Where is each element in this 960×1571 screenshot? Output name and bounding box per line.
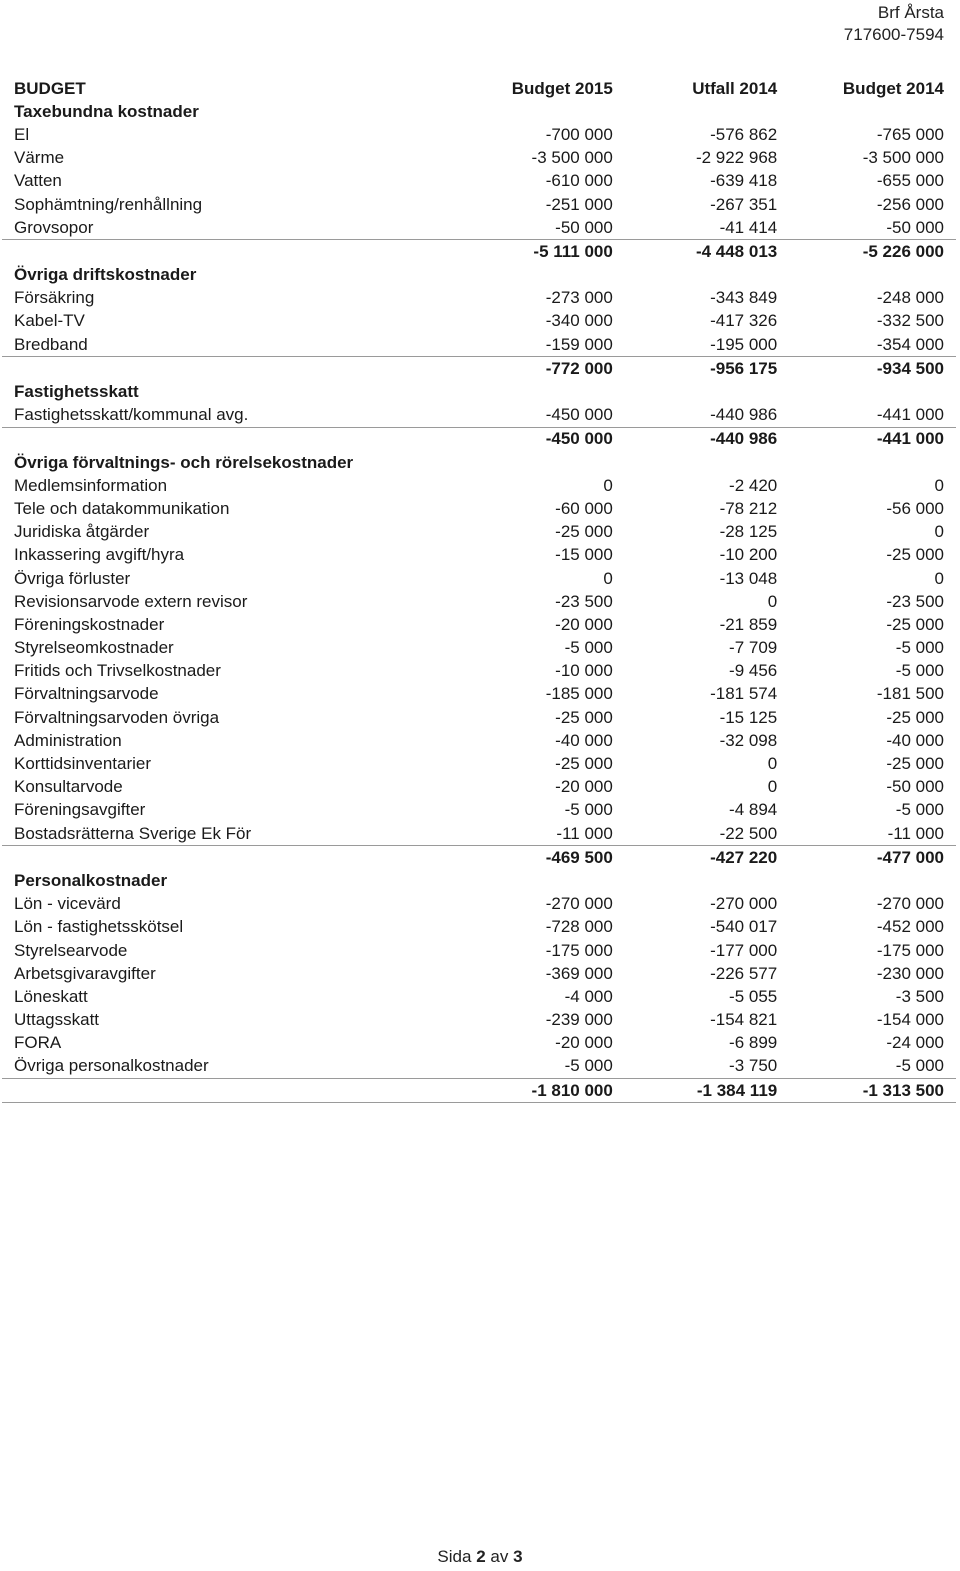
cell-budget-2015: -175 000 — [545, 940, 613, 960]
cell-budget-2015: -340 000 — [545, 311, 613, 331]
cell-budget-2014: -50 000 — [777, 216, 956, 240]
empty-cell — [2, 846, 422, 870]
cell-budget-2015: -728 000 — [545, 917, 613, 937]
cell-budget-2015: -10 000 — [555, 661, 613, 681]
table-header-row — [2, 77, 956, 100]
cell-utfall-2014: -181 574 — [710, 684, 778, 704]
cell-utfall-2014: -78 212 — [719, 498, 778, 518]
row-label: Kabel-TV — [14, 311, 85, 331]
empty-cell — [422, 451, 613, 474]
cell-utfall-2014: 0 — [767, 777, 778, 797]
section-total-row — [2, 846, 956, 870]
cell-budget-2015: -3 500 000 — [531, 148, 613, 168]
empty-cell — [777, 869, 956, 892]
row-label: Tele och datakommunikation — [14, 498, 230, 518]
row-label: Uttagsskatt — [14, 1010, 100, 1030]
cell-budget-2014: -175 000 — [876, 940, 944, 960]
cell-budget-2014: -154 000 — [876, 1010, 944, 1030]
row-label: Löneskatt — [14, 986, 88, 1006]
cell-budget-2014: 0 — [934, 475, 944, 495]
row-label: Arbetsgivaravgifter — [14, 963, 156, 983]
row-label: Föreningsavgifter — [14, 800, 146, 820]
cell-utfall-2014: -154 821 — [710, 1010, 778, 1030]
cell-utfall-2014: -440 986 — [613, 404, 777, 428]
cell-budget-2015: 0 — [603, 568, 613, 588]
total-utfall-2014: -956 175 — [710, 358, 778, 378]
cell-budget-2014: -56 000 — [886, 498, 944, 518]
empty-cell — [777, 100, 956, 123]
cell-budget-2014: -248 000 — [876, 288, 944, 308]
cell-budget-2014: -354 000 — [777, 333, 956, 357]
section-total-row — [2, 1079, 956, 1103]
cell-budget-2014: -765 000 — [876, 124, 944, 144]
cell-budget-2015: -700 000 — [545, 124, 613, 144]
cell-budget-2015: -369 000 — [545, 963, 613, 983]
cell-budget-2015: -15 000 — [555, 545, 613, 565]
row-label: Övriga personalkostnader — [2, 1055, 422, 1079]
cell-budget-2014: -25 000 — [886, 614, 944, 634]
section-total-row — [2, 357, 956, 381]
cell-budget-2015: -610 000 — [545, 171, 613, 191]
cell-budget-2015: -270 000 — [545, 894, 613, 914]
row-label: Försäkring — [14, 288, 95, 308]
cell-budget-2015: -20 000 — [555, 1033, 613, 1053]
cell-utfall-2014: -10 200 — [719, 545, 778, 565]
empty-cell — [422, 264, 613, 287]
row-label: Administration — [14, 730, 122, 750]
table-row — [2, 799, 956, 822]
cell-utfall-2014: -576 862 — [710, 124, 778, 144]
row-label: Korttidsinventarier — [14, 754, 152, 774]
cell-budget-2014: -5 000 — [895, 638, 944, 658]
section-title: Fastighetsskatt — [14, 382, 139, 402]
cell-budget-2015: -185 000 — [545, 684, 613, 704]
table-row — [2, 1055, 956, 1079]
row-label: Bostadsrätterna Sverige Ek För — [2, 822, 422, 846]
table-row — [2, 287, 956, 310]
cell-budget-2015: -5 000 — [564, 800, 613, 820]
table-row — [2, 637, 956, 660]
org-number: 717600-7594 — [843, 25, 944, 44]
cell-budget-2014: -5 000 — [895, 800, 944, 820]
table-row — [2, 404, 956, 428]
cell-budget-2014: -230 000 — [876, 963, 944, 983]
org-name: Brf Årsta — [877, 3, 944, 22]
table-row — [2, 962, 956, 985]
empty-cell — [777, 451, 956, 474]
total-budget-2015: -450 000 — [545, 429, 613, 449]
table-row — [2, 1032, 956, 1055]
cell-utfall-2014: -13 048 — [719, 568, 778, 588]
cell-budget-2015: -40 000 — [555, 730, 613, 750]
row-label: Fritids och Trivselkostnader — [14, 661, 221, 681]
document-header — [844, 2, 944, 46]
cell-budget-2015: -25 000 — [555, 707, 613, 727]
budget-table-body — [2, 77, 956, 1103]
table-row — [2, 660, 956, 683]
empty-cell — [613, 100, 777, 123]
section-total-row — [2, 240, 956, 264]
cell-utfall-2014: -639 418 — [710, 171, 778, 191]
section-title: Övriga driftskostnader — [14, 265, 197, 285]
section-header-row — [2, 264, 956, 287]
row-label: Förvaltningsarvode — [14, 684, 159, 704]
cell-utfall-2014: -7 709 — [729, 638, 778, 658]
column-header-budget-2015: Budget 2015 — [511, 78, 613, 98]
total-budget-2014: -441 000 — [876, 429, 944, 449]
cell-budget-2014: -25 000 — [886, 754, 944, 774]
empty-cell — [422, 380, 613, 403]
section-header-row — [2, 451, 956, 474]
cell-budget-2015: -11 000 — [422, 822, 613, 846]
cell-budget-2015: 0 — [603, 475, 613, 495]
cell-budget-2014: -25 000 — [886, 545, 944, 565]
cell-budget-2014: -25 000 — [886, 707, 944, 727]
row-label: Styrelseomkostnader — [14, 638, 174, 658]
cell-utfall-2014: -32 098 — [719, 730, 778, 750]
empty-cell — [2, 1079, 422, 1103]
total-utfall-2014: -427 220 — [710, 847, 778, 867]
total-budget-2015: -469 500 — [545, 847, 613, 867]
cell-budget-2014: 0 — [934, 522, 944, 542]
row-label: Styrelsearvode — [14, 940, 128, 960]
section-title: Övriga förvaltnings- och rörelsekostnader — [14, 452, 354, 472]
row-label: El — [14, 124, 30, 144]
cell-budget-2014: -23 500 — [886, 591, 944, 611]
cell-budget-2014: 0 — [934, 568, 944, 588]
row-label: Revisionsarvode extern revisor — [14, 591, 248, 611]
row-label: Inkassering avgift/hyra — [14, 545, 185, 565]
total-utfall-2014: -4 448 013 — [695, 241, 778, 261]
cell-utfall-2014: -22 500 — [613, 822, 777, 846]
table-row — [2, 193, 956, 216]
empty-cell — [422, 100, 613, 123]
table-row — [2, 683, 956, 706]
cell-utfall-2014: 0 — [767, 754, 778, 774]
table-row — [2, 822, 956, 846]
total-utfall-2014: -440 986 — [710, 429, 778, 449]
cell-budget-2014: -452 000 — [876, 917, 944, 937]
cell-budget-2014: -3 500 — [895, 986, 944, 1006]
table-row — [2, 939, 956, 962]
table-title: BUDGET — [14, 78, 86, 98]
table-row — [2, 170, 956, 193]
cell-utfall-2014: -15 125 — [719, 707, 778, 727]
empty-cell — [2, 357, 422, 381]
section-total-row — [2, 427, 956, 451]
row-label: Värme — [14, 148, 65, 168]
cell-budget-2015: -25 000 — [555, 522, 613, 542]
budget-table — [2, 77, 956, 1103]
table-row — [2, 310, 956, 333]
cell-budget-2015: -450 000 — [422, 404, 613, 428]
cell-budget-2015: -273 000 — [545, 288, 613, 308]
cell-budget-2014: -5 000 — [895, 661, 944, 681]
total-budget-2015: -1 810 000 — [422, 1079, 613, 1103]
empty-cell — [613, 380, 777, 403]
row-label: Förvaltningsarvoden övriga — [14, 707, 220, 727]
cell-utfall-2014: -343 849 — [710, 288, 778, 308]
section-header-row — [2, 100, 956, 123]
cell-utfall-2014: -417 326 — [710, 311, 778, 331]
table-row — [2, 752, 956, 775]
cell-utfall-2014: -2 420 — [729, 475, 778, 495]
cell-budget-2014: -24 000 — [886, 1033, 944, 1053]
section-header-row — [2, 869, 956, 892]
column-header-utfall-2014: Utfall 2014 — [692, 78, 778, 98]
cell-budget-2014: -441 000 — [777, 404, 956, 428]
cell-budget-2015: -20 000 — [555, 777, 613, 797]
table-row — [2, 521, 956, 544]
table-row — [2, 916, 956, 939]
row-label: Fastighetsskatt/kommunal avg. — [2, 404, 422, 428]
row-label: Lön - fastighetsskötsel — [14, 917, 184, 937]
total-budget-2015: -5 111 000 — [533, 241, 613, 261]
empty-cell — [2, 427, 422, 451]
table-row — [2, 123, 956, 146]
cell-budget-2015: -60 000 — [555, 498, 613, 518]
empty-cell — [2, 240, 422, 264]
cell-utfall-2014: -9 456 — [729, 661, 778, 681]
table-row — [2, 776, 956, 799]
table-row — [2, 590, 956, 613]
empty-cell — [613, 869, 777, 892]
cell-utfall-2014: -540 017 — [710, 917, 778, 937]
cell-budget-2014: -40 000 — [886, 730, 944, 750]
cell-utfall-2014: -267 351 — [710, 194, 778, 214]
footer-page-number: 2 — [476, 1547, 486, 1566]
cell-budget-2015: -20 000 — [555, 614, 613, 634]
table-row — [2, 567, 956, 590]
section-header-row — [2, 380, 956, 403]
cell-utfall-2014: -28 125 — [719, 522, 778, 542]
cell-budget-2014: -5 000 — [777, 1055, 956, 1079]
cell-budget-2015: -25 000 — [555, 754, 613, 774]
footer-separator: av — [490, 1547, 509, 1566]
cell-utfall-2014: -2 922 968 — [695, 148, 778, 168]
empty-cell — [613, 451, 777, 474]
table-row — [2, 1009, 956, 1032]
row-label: Bredband — [2, 333, 422, 357]
row-label: FORA — [14, 1033, 62, 1053]
total-budget-2014: -934 500 — [876, 358, 944, 378]
section-title: Personalkostnader — [14, 870, 168, 890]
cell-utfall-2014: 0 — [767, 591, 778, 611]
cell-budget-2014: -256 000 — [876, 194, 944, 214]
cell-utfall-2014: -4 894 — [729, 800, 778, 820]
table-row — [2, 729, 956, 752]
cell-budget-2015: -5 000 — [422, 1055, 613, 1079]
footer-prefix: Sida — [437, 1547, 472, 1566]
cell-utfall-2014: -41 414 — [613, 216, 777, 240]
table-row — [2, 985, 956, 1008]
row-label: Sophämtning/renhållning — [14, 194, 203, 214]
cell-utfall-2014: -5 055 — [729, 986, 778, 1006]
cell-budget-2014: -11 000 — [777, 822, 956, 846]
total-budget-2014: -1 313 500 — [777, 1079, 956, 1103]
cell-budget-2015: -159 000 — [422, 333, 613, 357]
table-row — [2, 216, 956, 240]
total-budget-2014: -477 000 — [876, 847, 944, 867]
cell-utfall-2014: -226 577 — [710, 963, 778, 983]
empty-cell — [777, 380, 956, 403]
cell-budget-2014: -181 500 — [876, 684, 944, 704]
cell-budget-2014: -50 000 — [886, 777, 944, 797]
page-footer — [0, 1547, 960, 1567]
cell-budget-2014: -270 000 — [876, 894, 944, 914]
cell-utfall-2014: -6 899 — [729, 1033, 778, 1053]
cell-utfall-2014: -195 000 — [613, 333, 777, 357]
footer-total-pages: 3 — [513, 1547, 523, 1566]
cell-utfall-2014: -3 750 — [613, 1055, 777, 1079]
row-label: Föreningskostnader — [14, 614, 165, 634]
cell-budget-2015: -50 000 — [422, 216, 613, 240]
table-row — [2, 706, 956, 729]
empty-cell — [777, 264, 956, 287]
row-label: Lön - vicevärd — [14, 894, 121, 914]
cell-budget-2014: -332 500 — [876, 311, 944, 331]
cell-utfall-2014: -270 000 — [710, 894, 778, 914]
row-label: Grovsopor — [2, 216, 422, 240]
total-budget-2015: -772 000 — [545, 358, 613, 378]
row-label: Konsultarvode — [14, 777, 123, 797]
row-label: Juridiska åtgärder — [14, 522, 150, 542]
table-row — [2, 497, 956, 520]
cell-budget-2015: -5 000 — [564, 638, 613, 658]
table-row — [2, 474, 956, 497]
total-utfall-2014: -1 384 119 — [613, 1079, 777, 1103]
empty-cell — [422, 869, 613, 892]
table-row — [2, 613, 956, 636]
column-header-budget-2014: Budget 2014 — [842, 78, 944, 98]
cell-budget-2015: -23 500 — [555, 591, 613, 611]
cell-budget-2014: -3 500 000 — [862, 148, 944, 168]
table-row — [2, 333, 956, 357]
cell-budget-2014: -655 000 — [876, 171, 944, 191]
row-label: Vatten — [14, 171, 62, 191]
table-row — [2, 544, 956, 567]
empty-cell — [613, 264, 777, 287]
table-row — [2, 893, 956, 916]
cell-budget-2015: -4 000 — [564, 986, 613, 1006]
row-label: Övriga förluster — [14, 568, 131, 588]
row-label: Medlemsinformation — [14, 475, 168, 495]
cell-utfall-2014: -21 859 — [719, 614, 778, 634]
cell-budget-2015: -239 000 — [545, 1010, 613, 1030]
total-budget-2014: -5 226 000 — [862, 241, 944, 261]
section-title: Taxebundna kostnader — [14, 101, 199, 121]
cell-budget-2015: -251 000 — [545, 194, 613, 214]
cell-utfall-2014: -177 000 — [710, 940, 778, 960]
table-row — [2, 147, 956, 170]
